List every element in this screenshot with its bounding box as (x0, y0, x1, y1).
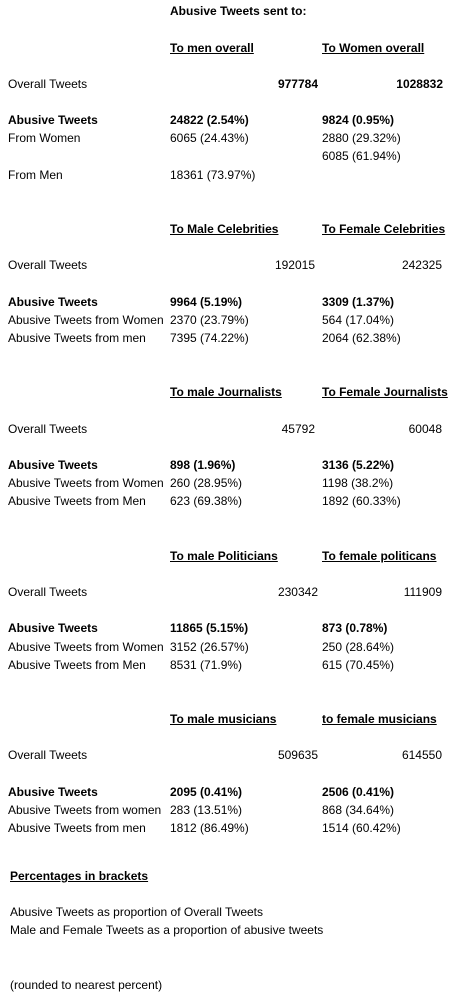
header-to-female-journalists: To Female Journalists (322, 385, 448, 399)
value-from-men-female: 2064 (62.38%) (322, 331, 401, 345)
value-from-men-male: 7395 (74.22%) (170, 331, 249, 345)
row-label-abusive-from-women: Abusive Tweets from Women (8, 640, 164, 654)
value-from-men-female: 615 (70.45%) (322, 658, 395, 672)
value-from-men-male: 623 (69.38%) (170, 494, 243, 508)
value-from-women-female: 564 (17.04%) (322, 313, 395, 327)
row-label-from-men: From Men (8, 168, 63, 182)
row-label-overall-tweets: Overall Tweets (8, 77, 88, 91)
header-to-male-celebrities: To Male Celebrities (170, 222, 279, 236)
value-overall-female: 614550 (401, 748, 442, 762)
header-to-men-overall: To men overall (170, 41, 254, 55)
row-label-abusive-from-men: Abusive Tweets from men (8, 821, 146, 835)
header-to-male-musicians: To male musicians (170, 712, 277, 726)
row-label-abusive-tweets: Abusive Tweets (8, 113, 98, 127)
notes-heading: Percentages in brackets (10, 869, 149, 883)
value-abusive-male: 2095 (0.41%) (170, 785, 243, 799)
header-to-women-overall: To Women overall (322, 41, 425, 55)
value-overall-men: 977784 (277, 77, 318, 91)
row-label-from-women: From Women (8, 131, 81, 145)
value-overall-female: 111909 (403, 585, 442, 599)
value-abusive-female: 3309 (1.37%) (322, 295, 395, 309)
value-abusive-male: 9964 (5.19%) (170, 295, 243, 309)
header-to-male-politicians: To male Politicians (170, 549, 278, 563)
row-label-overall-tweets: Overall Tweets (8, 422, 88, 436)
value-from-men-male: 8531 (71.9%) (170, 658, 243, 672)
value-abusive-female: 3136 (5.22%) (322, 458, 395, 472)
value-from-men-men: 18361 (73.97%) (170, 168, 256, 182)
value-overall-female: 242325 (401, 258, 442, 272)
value-abusive-female: 2506 (0.41%) (322, 785, 395, 799)
row-label-abusive-tweets: Abusive Tweets (8, 785, 98, 799)
value-from-men-female: 1514 (60.42%) (322, 821, 401, 835)
header-to-male-journalists: To male Journalists (170, 385, 282, 399)
value-overall-male: 192015 (274, 258, 315, 272)
row-label-overall-tweets: Overall Tweets (8, 258, 88, 272)
value-from-women-male: 283 (13.51%) (170, 803, 243, 817)
notes-line-2: Male and Female Tweets as a proportion of abusive tweets (10, 923, 324, 937)
row-label-abusive-tweets: Abusive Tweets (8, 621, 98, 635)
header-to-female-politicians: To female politicans (322, 549, 437, 563)
value-abusive-female: 873 (0.78%) (322, 621, 388, 635)
row-label-abusive-tweets: Abusive Tweets (8, 295, 98, 309)
value-overall-male: 230342 (277, 585, 318, 599)
value-overall-female: 60048 (408, 422, 442, 436)
value-abusive-men: 24822 (2.54%) (170, 113, 249, 127)
value-abusive-male: 11865 (5.15%) (170, 621, 249, 635)
row-label-abusive-tweets: Abusive Tweets (8, 458, 98, 472)
row-label-abusive-from-women: Abusive Tweets from women (8, 803, 162, 817)
row-label-abusive-from-men: Abusive Tweets from men (8, 331, 146, 345)
value-extra-women: 6085 (61.94%) (322, 149, 401, 163)
table-title: Abusive Tweets sent to: (170, 4, 307, 18)
value-overall-women: 1028832 (396, 77, 443, 91)
header-to-female-musicians: to female musicians (322, 712, 437, 726)
value-from-women-male: 2370 (23.79%) (170, 313, 249, 327)
value-from-women-men: 6065 (24.43%) (170, 131, 249, 145)
value-from-women-female: 868 (34.64%) (322, 803, 395, 817)
value-from-women-women: 2880 (29.32%) (322, 131, 401, 145)
value-from-women-male: 3152 (26.57%) (170, 640, 249, 654)
notes-line-1: Abusive Tweets as proportion of Overall Tweets (10, 905, 264, 919)
value-from-men-male: 1812 (86.49%) (170, 821, 249, 835)
row-label-abusive-from-women: Abusive Tweets from Women (8, 476, 164, 490)
row-label-abusive-from-men: Abusive Tweets from Men (8, 658, 146, 672)
value-abusive-women: 9824 (0.95%) (322, 113, 395, 127)
value-from-women-female: 250 (28.64%) (322, 640, 395, 654)
row-label-abusive-from-women: Abusive Tweets from Women (8, 313, 164, 327)
value-from-men-female: 1892 (60.33%) (322, 494, 401, 508)
value-abusive-male: 898 (1.96%) (170, 458, 236, 472)
value-from-women-male: 260 (28.95%) (170, 476, 243, 490)
row-label-abusive-from-men: Abusive Tweets from Men (8, 494, 146, 508)
value-overall-male: 45792 (281, 422, 315, 436)
value-from-women-female: 1198 (38.2%) (322, 476, 394, 490)
value-overall-male: 509635 (277, 748, 318, 762)
notes-line-3: (rounded to nearest percent) (10, 978, 163, 992)
header-to-female-celebrities: To Female Celebrities (322, 222, 446, 236)
row-label-overall-tweets: Overall Tweets (8, 585, 88, 599)
row-label-overall-tweets: Overall Tweets (8, 748, 88, 762)
